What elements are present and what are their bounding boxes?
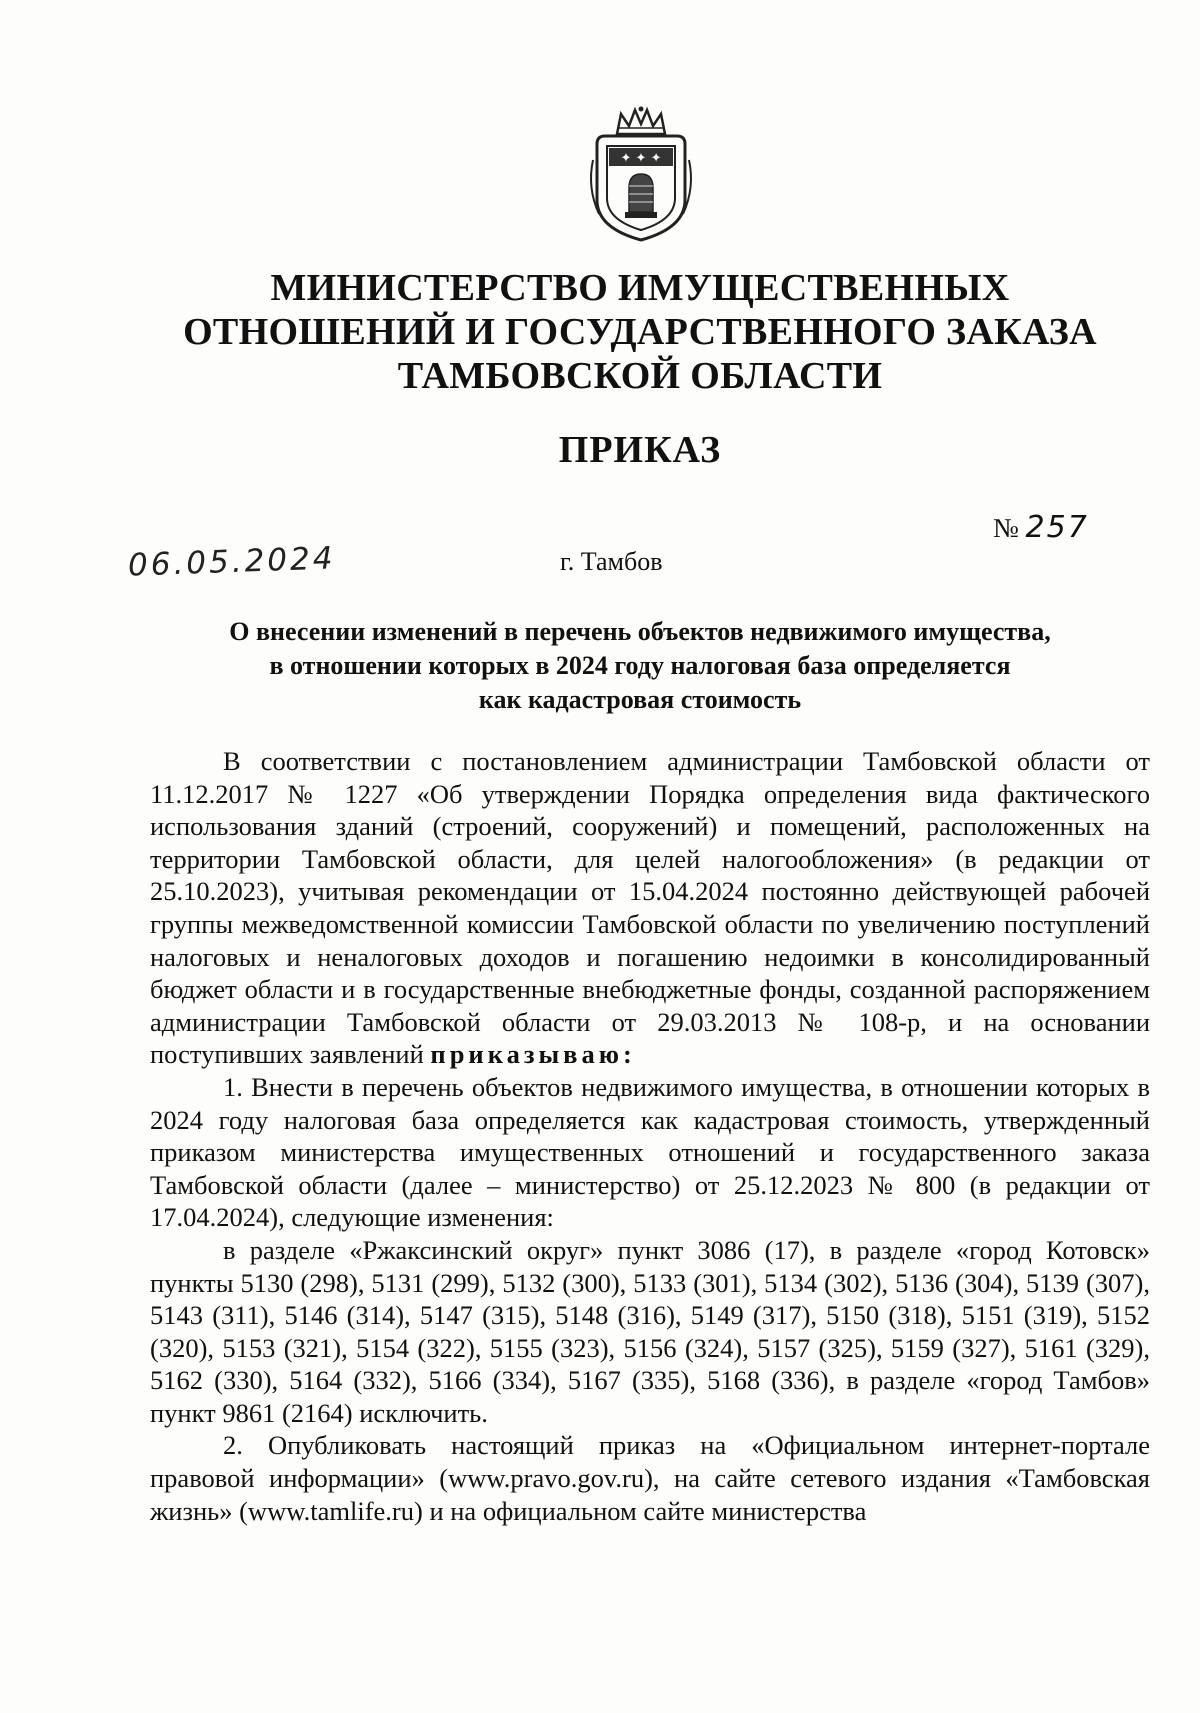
handwritten-number: 257 (1025, 510, 1089, 545)
item-1-detail-paragraph: в разделе «Ржаксинский округ» пункт 3086 (17), в разделе «город Котовск» пункты 5130 (298), 5131 (299), 5132 (300), 5133 (301), 5134 (302), 5136 (304), 5139 (307), 5143 (311), 5146 (314), 5147 (315), 5148 (316), 5149 (317), 5150 (318), 5151 (319), 5152 (320), 5153 (321), 5154 (322), 5155 (323), 5156 (324), 5157 (325), 5159 (327), 5161 (329), 5162 (330), 5164 (332), 5166 (334), 5167 (335), 5168 (336), в разделе «город Тамбов» пункт 9861 (2164) исключить. (150, 1234, 1150, 1428)
subject-line-2: в отношении которых в 2024 году налоговая база определяется (269, 651, 1011, 680)
document-type-title: ПРИКАЗ (558, 429, 722, 471)
ministry-name-line-3: ТАМБОВСКОЙ ОБЛАСТИ (397, 355, 883, 397)
item-1-paragraph: 1. Внести в перечень объектов недвижимого имущества, в отношении которых в 2024 году налоговая база определяется как кадастровая стоимость, утвержденный приказом министерства имущественных отношений и государственного заказа Тамбовской области (далее – министерство) от 25.12.2023 № 800 (в редакции от 17.04.2024), следующие изменения: (150, 1071, 1150, 1233)
order-subject (120, 615, 1160, 717)
decree-colon: : (622, 1039, 636, 1070)
subject-line-3: как кадастровая стоимость (478, 685, 802, 714)
handwritten-date: 06.05.2024 (127, 540, 337, 584)
subject-line-1: О внесении изменений в перечень объектов недвижимого имущества, (229, 617, 1051, 646)
number-sign: № (993, 513, 1019, 543)
order-body (150, 745, 1150, 1527)
order-number (993, 510, 1089, 545)
ministry-name (100, 266, 1180, 398)
city-label: г. Тамбов (560, 547, 663, 576)
preamble-text: В соответствии с постановлением администрации Тамбовской области от 11.12.2017 № 1227 «Об утверждении Порядка определения вида фактического использования зданий (строений, сооружений) и помещений, расположенных на территории Тамбовской области, для целей налогообложения» (в редакции от 25.10.2023), учитывая рекомендации от 15.04.2024 постоянно действующей рабочей группы межведомственной комиссии Тамбовской области по увеличению поступлений налоговых и неналоговых доходов и погашению недоимки в консолидированный бюджет области и в государственные внебюджетные фонды, созданной распоряжением администрации Тамбовской области от 29.03.2013 № 108-р, и на основании поступивших заявлений (150, 746, 1150, 1070)
item-2-paragraph: 2. Опубликовать настоящий приказ на «Официальном интернет-портале правовой информации» (www.pravo.gov.ru), на сайте сетевого издания «Тамбовская жизнь» (www.tamlife.ru) и на официальном сайте министерства (150, 1430, 1150, 1526)
preamble-paragraph (150, 745, 1150, 1071)
coat-of-arms-icon (583, 104, 699, 244)
decree-word: приказываю (430, 1039, 623, 1070)
ministry-name-line-1: МИНИСТЕРСТВО ИМУЩЕСТВЕННЫХ (270, 267, 1010, 309)
svg-text:✦ ✦ ✦: ✦ ✦ ✦ (620, 151, 662, 166)
ministry-name-line-2: ОТНОШЕНИЙ И ГОСУДАРСТВЕННОГО ЗАКАЗА (183, 311, 1097, 353)
